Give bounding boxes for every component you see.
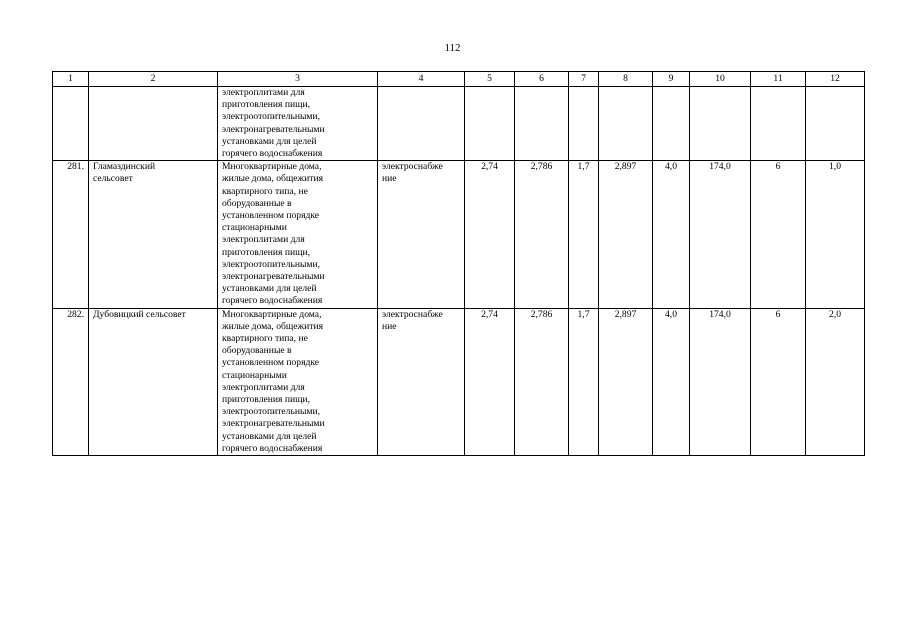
service-cell: электроснабже ние — [378, 161, 465, 308]
header-cell: 6 — [515, 72, 569, 87]
value-cell-5: 2,74 — [465, 161, 515, 308]
header-cell: 5 — [465, 72, 515, 87]
value-cell-11: 6 — [751, 161, 806, 308]
value-cell-12: 2,0 — [806, 308, 865, 455]
header-row — [53, 72, 865, 87]
value-cell-10: 174,0 — [690, 161, 751, 308]
header-cell: 11 — [751, 72, 806, 87]
header-cell: 8 — [599, 72, 653, 87]
row-index: 282. — [53, 308, 89, 455]
table-row-continuation — [53, 87, 865, 161]
value-cell-9: 4,0 — [653, 161, 690, 308]
description-cell: Многоквартирные дома, жилые дома, общежития квартирного типа, не оборудованные в установленном порядке стационарными электроплитами для приготовления пищи, электроотопительными, электронагревательными установками для целей горячего водоснабжения — [218, 161, 378, 308]
service-cell: электроснабже ние — [378, 308, 465, 455]
value-cell-9: 4,0 — [653, 308, 690, 455]
header-cell: 2 — [89, 72, 218, 87]
table-row — [53, 308, 865, 455]
table-row — [53, 161, 865, 308]
settlement-name: Гламаздинский сельсовет — [89, 161, 218, 308]
value-cell-6: 2,786 — [515, 308, 569, 455]
value-cell-8: 2,897 — [599, 161, 653, 308]
value-cell-5: 2,74 — [465, 308, 515, 455]
value-cell-6: 2,786 — [515, 161, 569, 308]
tariff-table — [52, 71, 865, 456]
page-number: 112 — [444, 42, 461, 54]
value-cell-10: 174,0 — [690, 308, 751, 455]
description-cell: электроплитами для приготовления пищи, электроотопительными, электронагревательными установками для целей горячего водоснабжения — [218, 87, 378, 161]
settlement-name: Дубовицкий сельсовет — [89, 308, 218, 455]
header-cell: 12 — [806, 72, 865, 87]
value-cell-7: 1,7 — [569, 308, 599, 455]
description-cell: Многоквартирные дома, жилые дома, общежития квартирного типа, не оборудованные в установленном порядке стационарными электроплитами для приготовления пищи, электроотопительными, электронагревательными установками для целей горячего водоснабжения — [218, 308, 378, 455]
value-cell-8: 2,897 — [599, 308, 653, 455]
value-cell-11: 6 — [751, 308, 806, 455]
header-cell: 7 — [569, 72, 599, 87]
header-cell: 1 — [53, 72, 89, 87]
row-index: 281. — [53, 161, 89, 308]
header-cell: 10 — [690, 72, 751, 87]
value-cell-12: 1,0 — [806, 161, 865, 308]
header-cell: 9 — [653, 72, 690, 87]
value-cell-7: 1,7 — [569, 161, 599, 308]
header-cell: 3 — [218, 72, 378, 87]
header-cell: 4 — [378, 72, 465, 87]
